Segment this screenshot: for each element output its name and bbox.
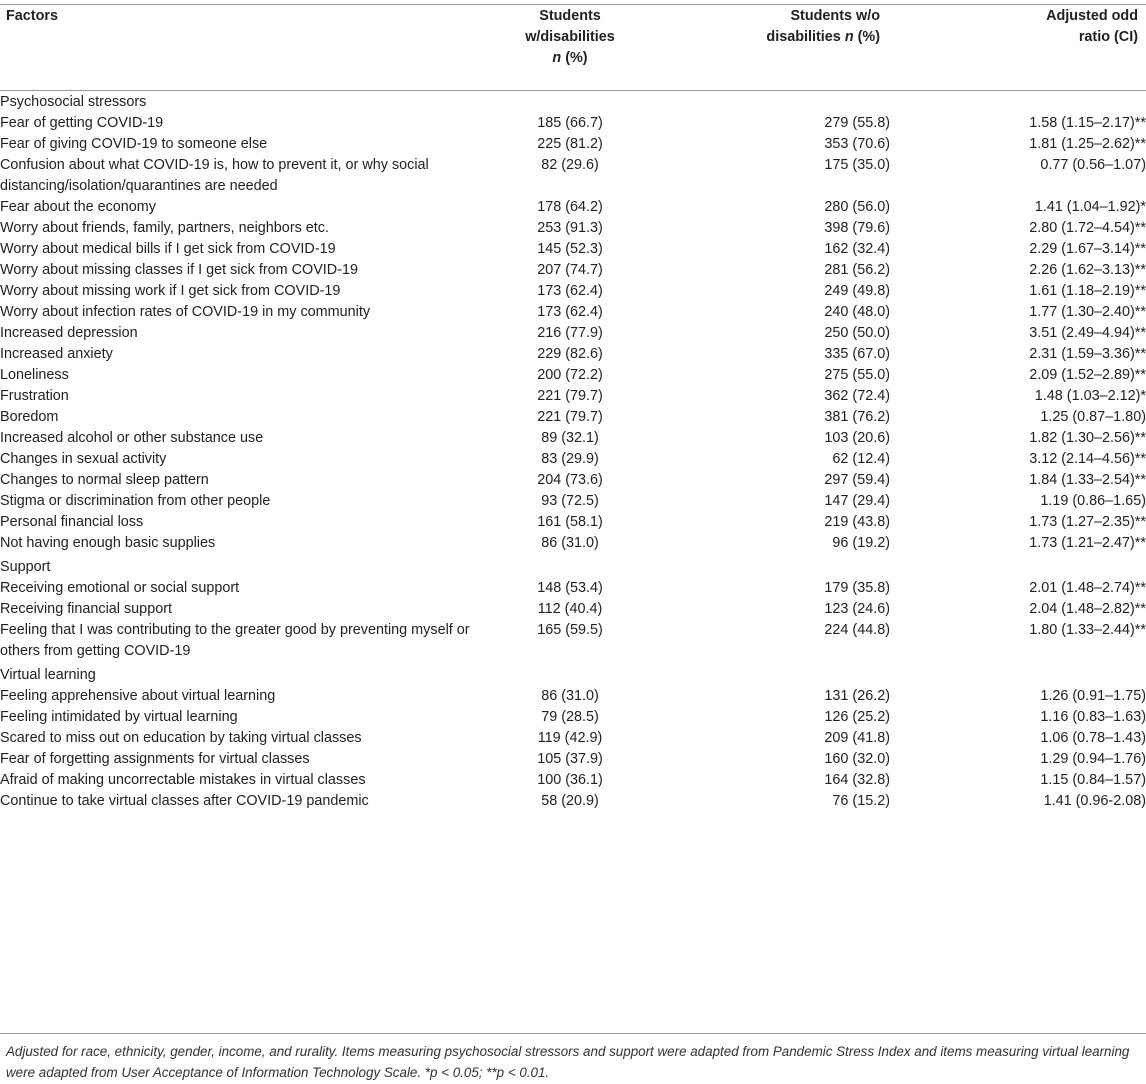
- without-disabilities-cell: 126 (25.2): [824, 709, 890, 725]
- table-row: [0, 578, 1146, 599]
- without-disabilities-cell: 297 (59.4): [824, 472, 890, 488]
- factor-cell: Frustration: [0, 388, 69, 404]
- odds-ratio-cell: 2.26 (1.62–3.13)**: [1029, 262, 1146, 278]
- table-row: [0, 344, 1146, 365]
- odds-ratio-cell: 1.29 (0.94–1.76): [1040, 751, 1146, 767]
- factor-cell: Receiving emotional or social support: [0, 580, 240, 596]
- factor-cell: Increased alcohol or other substance use: [0, 430, 264, 446]
- table-row: [0, 470, 1146, 491]
- table-row: [0, 512, 1146, 533]
- with-disabilities-cell: 93 (72.5): [541, 493, 599, 509]
- table-row: [0, 449, 1146, 470]
- odds-ratio-cell: 2.29 (1.67–3.14)**: [1029, 241, 1146, 257]
- odds-ratio-cell: 0.77 (0.56–1.07): [1040, 157, 1146, 173]
- odds-ratio-cell: 3.51 (2.49–4.94)**: [1029, 325, 1146, 341]
- odds-ratio-cell: 1.25 (0.87–1.80): [1040, 409, 1146, 425]
- table-body: [0, 89, 1146, 812]
- table-row: [0, 134, 1146, 155]
- without-disabilities-cell: 209 (41.8): [824, 730, 890, 746]
- factor-cell: Not having enough basic supplies: [0, 535, 216, 551]
- factor-cell: Changes in sexual activity: [0, 451, 167, 467]
- factor-cell: Worry about missing work if I get sick from COVID-19: [0, 283, 341, 299]
- factor-cell: Worry about friends, family, partners, neighbors etc.: [0, 220, 329, 236]
- section-row: [0, 662, 1146, 686]
- factor-cell: Boredom: [0, 409, 59, 425]
- section-row: [0, 89, 1146, 113]
- section-heading: Virtual learning: [0, 667, 96, 683]
- factor-cell: Stigma or discrimination from other people: [0, 493, 271, 509]
- odds-ratio-cell: 2.80 (1.72–4.54)**: [1029, 220, 1146, 236]
- odds-ratio-cell: 1.15 (0.84–1.57): [1040, 772, 1146, 788]
- odds-ratio-cell: 1.73 (1.27–2.35)**: [1029, 514, 1146, 530]
- odds-ratio-cell: 3.12 (2.14–4.56)**: [1029, 451, 1146, 467]
- factor-cell: Fear of getting COVID-19: [0, 115, 164, 131]
- without-disabilities-cell: 249 (49.8): [824, 283, 890, 299]
- table-row: [0, 533, 1146, 554]
- factor-cell: Feeling that I was contributing to the greater good by preventing myself or others from getting COVID-19: [0, 622, 470, 659]
- odds-ratio-cell: 1.41 (0.96-2.08): [1043, 793, 1146, 809]
- factor-cell: Increased anxiety: [0, 346, 113, 362]
- table-row: [0, 323, 1146, 344]
- with-disabilities-cell: 221 (79.7): [537, 388, 603, 404]
- odds-ratio-cell: 1.84 (1.33–2.54)**: [1029, 472, 1146, 488]
- table-row: [0, 707, 1146, 728]
- without-disabilities-cell: 240 (48.0): [824, 304, 890, 320]
- header-with-disabilities: Students w/disabilities n (%): [525, 8, 615, 66]
- with-disabilities-cell: 207 (74.7): [537, 262, 603, 278]
- odds-ratio-cell: 1.73 (1.21–2.47)**: [1029, 535, 1146, 551]
- with-disabilities-cell: 253 (91.3): [537, 220, 603, 236]
- table-row: [0, 218, 1146, 239]
- factor-cell: Worry about medical bills if I get sick from COVID-19: [0, 241, 336, 257]
- without-disabilities-cell: 224 (44.8): [824, 622, 890, 638]
- without-disabilities-cell: 147 (29.4): [824, 493, 890, 509]
- factor-cell: Personal financial loss: [0, 514, 144, 530]
- table-row: [0, 386, 1146, 407]
- section-row: [0, 554, 1146, 578]
- factor-cell: Increased depression: [0, 325, 138, 341]
- odds-ratio-cell: 2.01 (1.48–2.74)**: [1029, 580, 1146, 596]
- bottom-rule: [0, 1033, 1146, 1034]
- table-row: [0, 155, 1146, 197]
- factor-cell: Receiving financial support: [0, 601, 172, 617]
- odds-ratio-cell: 1.82 (1.30–2.56)**: [1029, 430, 1146, 446]
- without-disabilities-cell: 179 (35.8): [824, 580, 890, 596]
- without-disabilities-cell: 164 (32.8): [824, 772, 890, 788]
- with-disabilities-cell: 173 (62.4): [537, 304, 603, 320]
- factor-cell: Scared to miss out on education by taking virtual classes: [0, 730, 362, 746]
- without-disabilities-cell: 281 (56.2): [824, 262, 890, 278]
- table-row: [0, 239, 1146, 260]
- with-disabilities-cell: 204 (73.6): [537, 472, 603, 488]
- with-disabilities-cell: 185 (66.7): [537, 115, 603, 131]
- odds-ratio-cell: 2.31 (1.59–3.36)**: [1029, 346, 1146, 362]
- odds-ratio-cell: 1.48 (1.03–2.12)*: [1034, 388, 1146, 404]
- top-rule: [0, 4, 1146, 5]
- without-disabilities-cell: 103 (20.6): [824, 430, 890, 446]
- factor-cell: Continue to take virtual classes after COVID-19 pandemic: [0, 793, 369, 809]
- factor-cell: Fear of giving COVID-19 to someone else: [0, 136, 268, 152]
- table-row: [0, 428, 1146, 449]
- table-row: [0, 749, 1146, 770]
- factor-cell: Worry about missing classes if I get sick from COVID-19: [0, 262, 359, 278]
- odds-ratio-cell: 1.16 (0.83–1.63): [1040, 709, 1146, 725]
- with-disabilities-cell: 112 (40.4): [537, 601, 603, 617]
- without-disabilities-cell: 131 (26.2): [824, 688, 890, 704]
- factor-cell: Fear about the economy: [0, 199, 156, 215]
- with-disabilities-cell: 82 (29.6): [541, 157, 599, 173]
- without-disabilities-cell: 335 (67.0): [824, 346, 890, 362]
- table-row: [0, 197, 1146, 218]
- factor-cell: Feeling intimidated by virtual learning: [0, 709, 238, 725]
- without-disabilities-cell: 275 (55.0): [824, 367, 890, 383]
- odds-ratio-cell: 1.41 (1.04–1.92)*: [1034, 199, 1146, 215]
- odds-ratio-cell: 1.81 (1.25–2.62)**: [1029, 136, 1146, 152]
- odds-ratio-cell: 1.80 (1.33–2.44)**: [1029, 622, 1146, 638]
- odds-ratio-cell: 1.26 (0.91–1.75): [1040, 688, 1146, 704]
- with-disabilities-cell: 216 (77.9): [537, 325, 603, 341]
- factor-cell: Worry about infection rates of COVID-19 in my community: [0, 304, 371, 320]
- table-row: [0, 620, 1146, 662]
- without-disabilities-cell: 175 (35.0): [824, 157, 890, 173]
- with-disabilities-cell: 79 (28.5): [541, 709, 599, 725]
- with-disabilities-cell: 83 (29.9): [541, 451, 599, 467]
- factor-cell: Feeling apprehensive about virtual learning: [0, 688, 276, 704]
- header-rule: [0, 90, 1146, 91]
- with-disabilities-cell: 221 (79.7): [537, 409, 603, 425]
- table-row: [0, 491, 1146, 512]
- odds-ratio-cell: 1.77 (1.30–2.40)**: [1029, 304, 1146, 320]
- table-row: [0, 407, 1146, 428]
- without-disabilities-cell: 279 (55.8): [824, 115, 890, 131]
- with-disabilities-cell: 86 (31.0): [541, 535, 599, 551]
- with-disabilities-cell: 225 (81.2): [537, 136, 603, 152]
- table-header: [0, 6, 1146, 89]
- table-row: [0, 686, 1146, 707]
- with-disabilities-cell: 178 (64.2): [537, 199, 603, 215]
- without-disabilities-cell: 398 (79.6): [824, 220, 890, 236]
- without-disabilities-cell: 250 (50.0): [824, 325, 890, 341]
- odds-ratio-cell: 1.19 (0.86–1.65): [1040, 493, 1146, 509]
- odds-ratio-cell: 1.58 (1.15–2.17)**: [1029, 115, 1146, 131]
- factor-cell: Afraid of making uncorrectable mistakes in virtual classes: [0, 772, 366, 788]
- with-disabilities-cell: 105 (37.9): [537, 751, 603, 767]
- odds-ratio-cell: 2.04 (1.48–2.82)**: [1029, 601, 1146, 617]
- table-row: [0, 302, 1146, 323]
- without-disabilities-cell: 123 (24.6): [824, 601, 890, 617]
- table-row: [0, 365, 1146, 386]
- without-disabilities-cell: 353 (70.6): [824, 136, 890, 152]
- table-row: [0, 113, 1146, 134]
- odds-ratio-cell: 1.61 (1.18–2.19)**: [1029, 283, 1146, 299]
- factor-cell: Fear of forgetting assignments for virtual classes: [0, 751, 310, 767]
- factor-cell: Confusion about what COVID-19 is, how to prevent it, or why social distancing/isolation/quarantines are needed: [0, 157, 429, 194]
- without-disabilities-cell: 280 (56.0): [824, 199, 890, 215]
- with-disabilities-cell: 161 (58.1): [537, 514, 603, 530]
- with-disabilities-cell: 100 (36.1): [537, 772, 603, 788]
- table-row: [0, 728, 1146, 749]
- without-disabilities-cell: 362 (72.4): [824, 388, 890, 404]
- with-disabilities-cell: 148 (53.4): [537, 580, 603, 596]
- factor-cell: Changes to normal sleep pattern: [0, 472, 209, 488]
- table-row: [0, 770, 1146, 791]
- header-odds-ratio: Adjusted odd ratio (CI): [1046, 8, 1138, 45]
- without-disabilities-cell: 96 (19.2): [832, 535, 890, 551]
- with-disabilities-cell: 89 (32.1): [541, 430, 599, 446]
- without-disabilities-cell: 381 (76.2): [824, 409, 890, 425]
- header-without-disabilities: Students w/o disabilities n (%): [766, 8, 880, 45]
- header-factors: Factors: [6, 8, 58, 24]
- with-disabilities-cell: 119 (42.9): [537, 730, 603, 746]
- with-disabilities-cell: 145 (52.3): [537, 241, 603, 257]
- with-disabilities-cell: 173 (62.4): [537, 283, 603, 299]
- odds-ratio-cell: 1.06 (0.78–1.43): [1040, 730, 1146, 746]
- without-disabilities-cell: 62 (12.4): [832, 451, 890, 467]
- table-row: [0, 281, 1146, 302]
- with-disabilities-cell: 200 (72.2): [537, 367, 603, 383]
- with-disabilities-cell: 165 (59.5): [537, 622, 603, 638]
- without-disabilities-cell: 219 (43.8): [824, 514, 890, 530]
- results-table: [0, 6, 1146, 812]
- with-disabilities-cell: 86 (31.0): [541, 688, 599, 704]
- section-heading: Support: [0, 559, 51, 575]
- without-disabilities-cell: 160 (32.0): [824, 751, 890, 767]
- table-row: [0, 260, 1146, 281]
- factor-cell: Loneliness: [0, 367, 69, 383]
- without-disabilities-cell: 76 (15.2): [832, 793, 890, 809]
- with-disabilities-cell: 58 (20.9): [541, 793, 599, 809]
- table-row: [0, 599, 1146, 620]
- table-row: [0, 791, 1146, 812]
- with-disabilities-cell: 229 (82.6): [537, 346, 603, 362]
- odds-ratio-cell: 2.09 (1.52–2.89)**: [1029, 367, 1146, 383]
- table-footnote: Adjusted for race, ethnicity, gender, income, and rurality. Items measuring psychosocial stressors and support were adapted from Pandemic Stress Index and items measuring virtual learning were adapted from User Acceptance of Information Technology Scale. *p < 0.05; **p < 0.01.: [6, 1044, 1130, 1080]
- without-disabilities-cell: 162 (32.4): [824, 241, 890, 257]
- section-heading: Psychosocial stressors: [0, 94, 147, 110]
